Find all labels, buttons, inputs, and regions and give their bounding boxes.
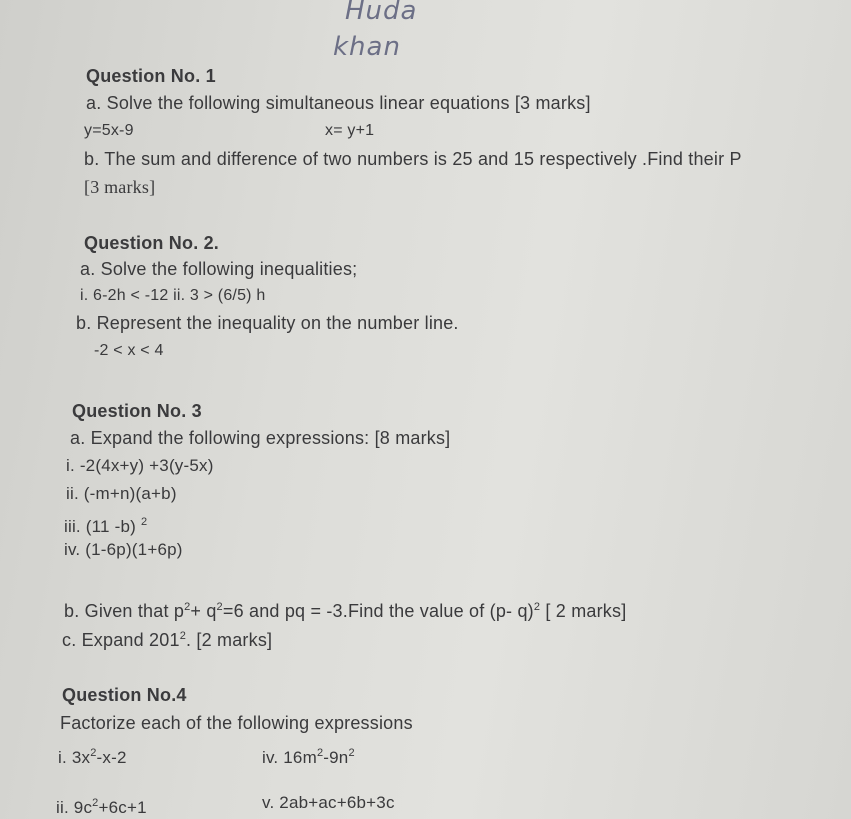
question-1-heading: Question No. 1 (86, 66, 216, 86)
question-1b: b. The sum and difference of two numbers is 25 and 15 respectively .Find their P (84, 149, 742, 169)
question-3c: c. Expand $201^2$. [2 marks] (62, 630, 273, 650)
question-4-item-ii: ii. $9c^2+6c+1$ (56, 797, 147, 817)
equation-2: x= y+1 (325, 122, 375, 139)
question-2-heading: Question No. 2. (84, 233, 220, 253)
question-3a-item-i: i. -2(4x+y) +3(y-5x) (66, 456, 214, 475)
question-3b: b. Given that $p^2+ q^2=6$ and pq = -3.Find the value of (p- q)$^2$ [ 2 marks] (64, 601, 627, 621)
question-2b: b. Represent the inequality on the number line. (76, 313, 459, 333)
question-2a: a. Solve the following inequalities; (80, 259, 358, 279)
question-4-item-i: i. $3x^2-x-2$ (58, 747, 127, 767)
handwritten-name: Huda (345, 0, 418, 26)
question-2a-items: i. 6-2h < -12 ii. 3 > (6/5) h (80, 287, 266, 304)
question-3-heading: Question No. 3 (72, 401, 202, 421)
question-3a: a. Expand the following expressions: [8 marks] (70, 428, 451, 448)
question-4-intro: Factorize each of the following expressions (60, 713, 413, 733)
question-4-item-iv: iv. $16m^2-9n^2$ (262, 747, 355, 767)
question-3a-item-iv: iv. (1-6p)(1+6p) (64, 540, 183, 559)
question-2b-item: -2 < x < 4 (94, 342, 164, 359)
equation-1: y=5x-9 (84, 122, 134, 139)
handwritten-surname: khan (333, 32, 401, 62)
question-3a-item-iii: iii. (11 -b) $^2$ (64, 516, 148, 536)
question-1b-marks: [3 marks] (84, 177, 156, 197)
question-4-item-v: v. 2ab+ac+6b+3c (262, 793, 395, 812)
question-4-heading: Question No.4 (62, 685, 187, 705)
question-3a-item-ii: ii. (-m+n)(a+b) (66, 484, 177, 503)
question-1a: a. Solve the following simultaneous linear equations [3 marks] (86, 93, 591, 113)
